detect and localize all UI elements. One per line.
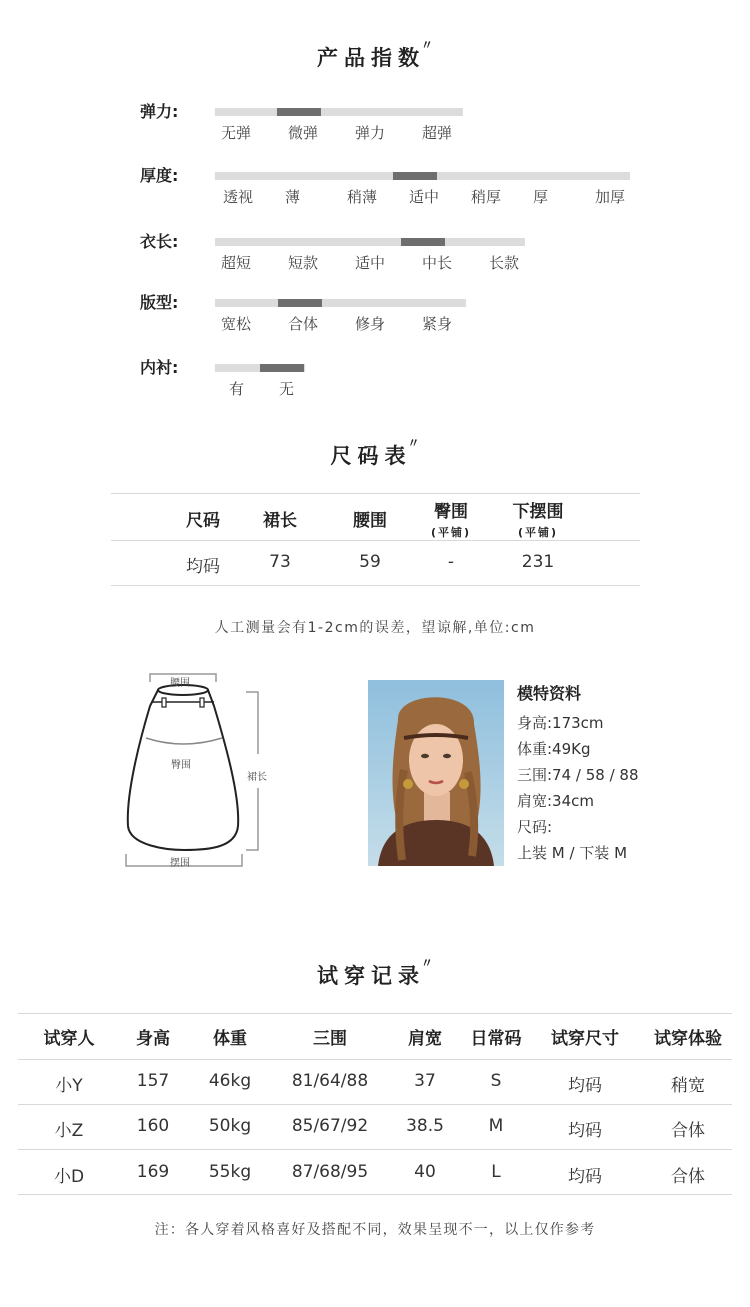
- index-option: 中长: [422, 254, 453, 272]
- size-note: 人工测量会有1-2cm的误差，望谅解,单位:cm: [214, 620, 536, 636]
- index-label: 厚度:: [140, 166, 179, 185]
- size-section-title: 尺码表〃: [330, 436, 420, 468]
- trial-value-cell: 50kg: [208, 1116, 252, 1136]
- trial-value-cell: 合体: [671, 1167, 705, 1187]
- trial-table-row1-line: [18, 1104, 732, 1105]
- trial-table-header-line: [18, 1059, 732, 1060]
- trial-header-cell: 肩宽: [408, 1029, 442, 1049]
- index-bar-selected: [278, 299, 322, 307]
- index-label: 内衬:: [140, 358, 179, 377]
- index-option: 适中: [355, 254, 386, 272]
- index-option: 厚: [533, 188, 549, 206]
- model-shoulder: 肩宽:34cm: [517, 792, 594, 810]
- index-option: 修身: [355, 315, 386, 333]
- trial-value-cell: M: [488, 1116, 504, 1136]
- trial-table-bottom-line: [18, 1194, 732, 1195]
- size-header-label: 裙长: [263, 511, 297, 531]
- trial-value-cell: S: [490, 1071, 502, 1091]
- size-header-label: 腰围: [353, 511, 387, 531]
- trial-value-cell: 均码: [568, 1121, 602, 1141]
- size-header-cell: [401, 497, 501, 540]
- index-label: 版型:: [140, 293, 179, 312]
- size-table-top-line: [111, 493, 640, 494]
- size-header-label: 尺码: [186, 511, 220, 531]
- trial-footnote: 注：各人穿着风格喜好及搭配不同，效果呈现不一，以上仅作参考: [154, 1222, 596, 1238]
- size-header-sub: (平铺): [517, 526, 559, 539]
- index-option: 无弹: [221, 124, 252, 142]
- model-size-value: 上装 M / 下装 M: [517, 844, 628, 862]
- index-option: 合体: [288, 315, 319, 333]
- index-option: 弹力: [355, 124, 386, 142]
- size-value-cell: 231: [521, 552, 555, 572]
- trial-section-title: 试穿记录〃: [316, 956, 433, 988]
- trial-value-cell: 81/64/88: [291, 1071, 369, 1091]
- model-measurements: 三围:74 / 58 / 88: [517, 766, 639, 784]
- trial-value-cell: 85/67/92: [291, 1116, 369, 1136]
- index-section-title: 产品指数〃: [316, 38, 433, 70]
- trial-value-cell: 87/68/95: [291, 1162, 369, 1182]
- index-bar-selected: [277, 108, 321, 116]
- size-header-cell: [488, 497, 588, 540]
- skirt-diagram: [118, 666, 278, 876]
- size-table-bottom-line: [111, 585, 640, 586]
- trial-value-cell: 169: [136, 1162, 170, 1182]
- trial-value-cell: 46kg: [208, 1071, 252, 1091]
- index-option: 透视: [223, 188, 254, 206]
- index-option: 适中: [409, 188, 440, 206]
- trial-value-cell: 40: [414, 1162, 436, 1182]
- size-header-sub: (平铺): [430, 526, 472, 539]
- index-bar-track: [215, 364, 305, 372]
- trial-value-cell: 稍宽: [671, 1076, 705, 1096]
- trial-value-cell: 55kg: [208, 1162, 252, 1182]
- size-value-cell: -: [447, 552, 455, 572]
- index-bar-track: [215, 299, 466, 307]
- hip-label: 臀围: [171, 760, 191, 771]
- index-option: 薄: [285, 188, 301, 206]
- size-header-label: 下摆围: [512, 502, 564, 522]
- size-value-cell: 59: [359, 552, 381, 572]
- trial-table-top-line: [18, 1013, 732, 1014]
- model-weight: 体重:49Kg: [517, 740, 591, 758]
- index-label: 弹力:: [140, 102, 179, 121]
- model-photo: [368, 680, 504, 866]
- waist-label: 腰围: [170, 678, 190, 689]
- trial-value-cell: 均码: [568, 1076, 602, 1096]
- hem-label: 摆围: [170, 858, 190, 869]
- model-portrait-illustration: [368, 680, 504, 866]
- size-value-cell: 73: [269, 552, 291, 572]
- size-header-label: 臀围: [434, 502, 468, 522]
- trial-header-cell: 日常码: [470, 1029, 522, 1049]
- trial-table-row2-line: [18, 1149, 732, 1150]
- index-option: 超短: [221, 254, 252, 272]
- index-option: 无: [279, 380, 295, 398]
- index-bar-selected: [260, 364, 304, 372]
- trial-value-cell: 160: [136, 1116, 170, 1136]
- index-option: 短款: [288, 254, 319, 272]
- model-height: 身高:173cm: [517, 714, 604, 732]
- trial-value-cell: 37: [414, 1071, 436, 1091]
- trial-header-cell: 体重: [213, 1029, 247, 1049]
- length-label: 裙长: [247, 772, 267, 783]
- index-bar-selected: [393, 172, 437, 180]
- model-info-title: 模特资料: [517, 684, 582, 703]
- model-size-label: 尺码:: [517, 818, 553, 836]
- trial-header-cell: 试穿尺寸: [551, 1029, 619, 1049]
- index-option: 加厚: [595, 188, 626, 206]
- trial-header-cell: 试穿人: [43, 1029, 95, 1049]
- index-bar-track: [215, 172, 630, 180]
- trial-value-cell: 小Z: [54, 1121, 84, 1141]
- size-value-cell: 均码: [186, 557, 220, 577]
- trial-value-cell: 小D: [53, 1167, 85, 1187]
- index-option: 有: [229, 380, 245, 398]
- index-option: 微弹: [288, 124, 319, 142]
- index-option: 宽松: [221, 315, 252, 333]
- index-bar-selected: [401, 238, 445, 246]
- index-option: 超弹: [422, 124, 453, 142]
- index-option: 紧身: [422, 315, 453, 333]
- index-option: 稍厚: [471, 188, 502, 206]
- trial-value-cell: 157: [136, 1071, 170, 1091]
- size-table-mid-line: [111, 540, 640, 541]
- index-option: 长款: [489, 254, 520, 272]
- trial-header-cell: 三围: [313, 1029, 347, 1049]
- size-header-cell: [230, 506, 330, 531]
- index-bar-track: [215, 238, 525, 246]
- index-bar-track: [215, 108, 463, 116]
- index-label: 衣长:: [140, 232, 179, 251]
- trial-value-cell: 均码: [568, 1167, 602, 1187]
- trial-header-cell: 试穿体验: [654, 1029, 722, 1049]
- trial-value-cell: 小Y: [55, 1076, 83, 1096]
- index-option: 稍薄: [347, 188, 378, 206]
- trial-header-cell: 身高: [136, 1029, 170, 1049]
- trial-value-cell: 合体: [671, 1121, 705, 1141]
- trial-value-cell: 38.5: [406, 1116, 444, 1136]
- trial-value-cell: L: [491, 1162, 501, 1182]
